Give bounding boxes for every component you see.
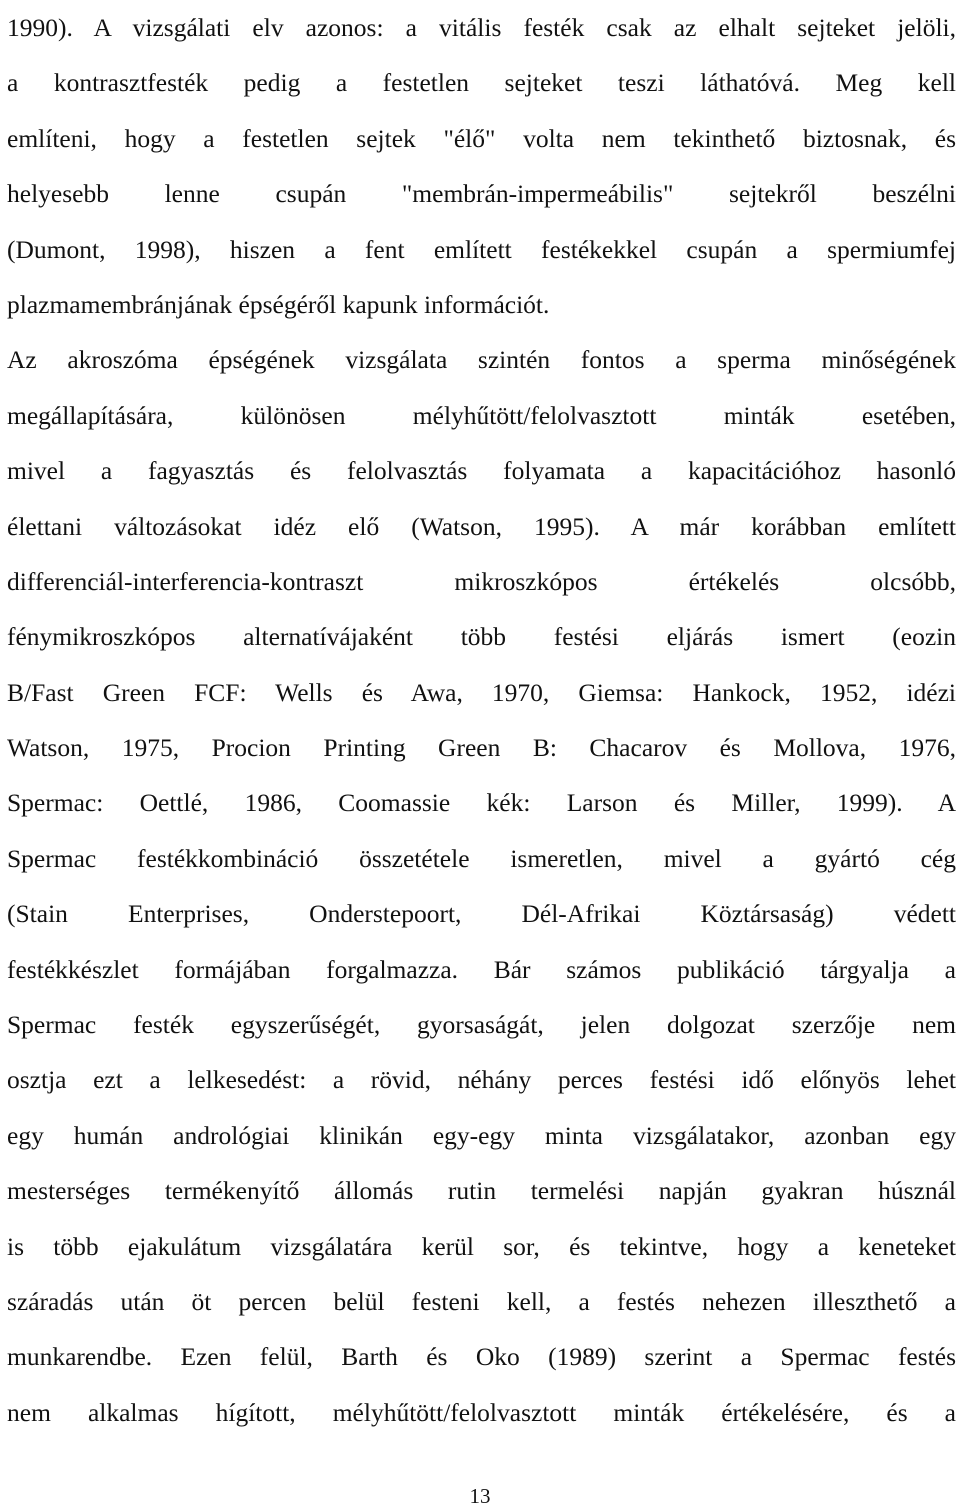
text-line: differenciál-interferencia-kontraszt mikroszkópos értékelés olcsóbb, — [7, 566, 956, 596]
text-line: megállapítására, különösen mélyhűtött/felolvasztott minták esetében, — [7, 400, 956, 430]
text-line: Watson, 1975, Procion Printing Green B: Chacarov és Mollova, 1976, — [7, 733, 956, 763]
text-line: plazmamembránjának épségéről kapunk információt. — [7, 289, 550, 319]
text-line: (Dumont, 1998), hiszen a fent említett festékekkel csupán a spermiumfej — [7, 234, 956, 264]
text-line: fénymikroszkópos alternatívájaként több festési eljárás ismert (eozin — [7, 622, 956, 652]
text-line: egy humán andrológiai klinikán egy-egy minta vizsgálatakor, azonban egy — [7, 1120, 956, 1150]
text-line: mesterséges termékenyítő állomás rutin termelési napján gyakran húsznál — [7, 1176, 956, 1206]
text-line: is több ejakulátum vizsgálatára kerül sor, és tekintve, hogy a keneteket — [7, 1231, 956, 1261]
body-text — [7, 0, 956, 1440]
text-line: élettani változásokat idéz elő (Watson, 1995). A már korábban említett — [7, 511, 956, 541]
text-line: Spermac festékkombináció összetétele ismeretlen, mivel a gyártó cég — [7, 843, 956, 873]
text-line: Az akroszóma épségének vizsgálata szintén fontos a sperma minőségének — [7, 345, 956, 375]
text-line: száradás után öt percen belül festeni kell, a festés nehezen illeszthető a — [7, 1286, 956, 1316]
text-line: festékkészlet formájában forgalmazza. Bár számos publikáció tárgyalja a — [7, 954, 956, 984]
text-line: említeni, hogy a festetlen sejtek "élő" volta nem tekinthető biztosnak, és — [7, 123, 956, 153]
text-line: helyesebb lenne csupán "membrán-impermeábilis" sejtekről beszélni — [7, 179, 956, 209]
text-line: Spermac: Oettlé, 1986, Coomassie kék: Larson és Miller, 1999). A — [7, 788, 956, 818]
text-line: a kontrasztfesték pedig a festetlen sejteket teszi láthatóvá. Meg kell — [7, 68, 956, 98]
text-line: B/Fast Green FCF: Wells és Awa, 1970, Giemsa: Hankock, 1952, idézi — [7, 677, 956, 707]
text-line: munkarendbe. Ezen felül, Barth és Oko (1989) szerint a Spermac festés — [7, 1342, 956, 1372]
text-line: osztja ezt a lelkesedést: a rövid, néhány perces festési idő előnyös lehet — [7, 1065, 956, 1095]
text-line: nem alkalmas hígított, mélyhűtött/felolvasztott minták értékelésére, és a — [7, 1397, 956, 1427]
page-number: 13 — [469, 1484, 491, 1508]
text-line: mivel a fagyasztás és felolvasztás folyamata a kapacitációhoz hasonló — [7, 456, 956, 486]
text-line: 1990). A vizsgálati elv azonos: a vitális festék csak az elhalt sejteket jelöli, — [7, 13, 956, 42]
text-line: (Stain Enterprises, Onderstepoort, Dél-Afrikai Köztársaság) védett — [7, 899, 956, 929]
text-line: Spermac festék egyszerűségét, gyorsaságát, jelen dolgozat szerzője nem — [7, 1010, 956, 1040]
